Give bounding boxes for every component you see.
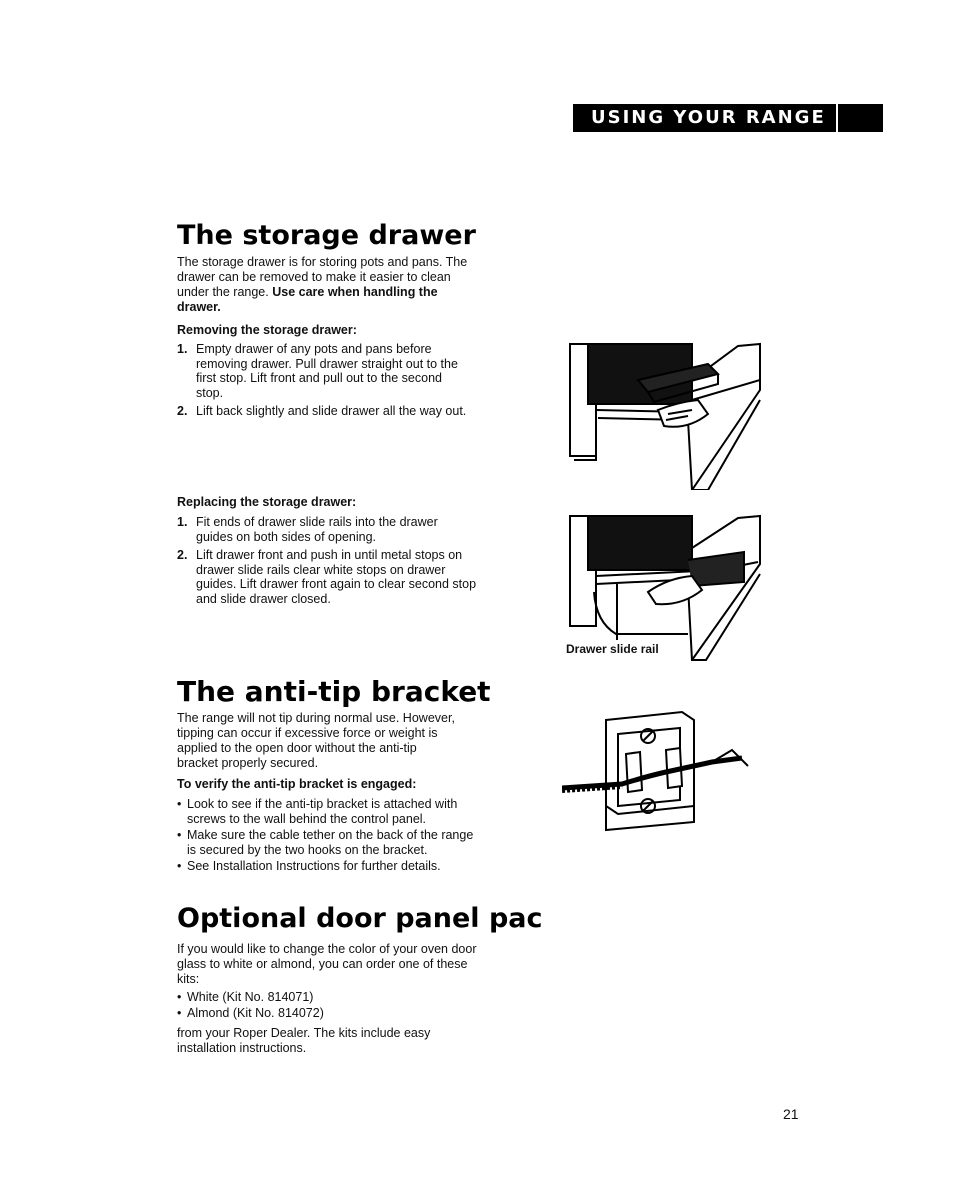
replacing-heading: Replacing the storage drawer:	[177, 495, 357, 509]
removing-step: 1. Empty drawer of any pots and pans before removing drawer. Pull drawer straight out to the first stop. Lift front and pull out to the second stop.	[177, 342, 458, 400]
verify-bullet: • See Installation Instructions for further details.	[177, 859, 477, 874]
anti-tip-title: The anti-tip bracket	[177, 675, 491, 708]
removing-heading: Removing the storage drawer:	[177, 323, 357, 337]
kit-item: • Almond (Kit No. 814072)	[177, 1006, 477, 1021]
replacing-step: 2. Lift drawer front and push in until metal stops on drawer slide rails clear white stops on drawer guides. Lift drawer front again to clear second stop and slide drawer closed.	[177, 548, 477, 606]
removing-step: 2. Lift back slightly and slide drawer all the way out.	[177, 404, 467, 418]
kit-item: • White (Kit No. 814071)	[177, 990, 477, 1005]
section-banner	[573, 104, 883, 132]
verify-bullet: • Make sure the cable tether on the back of the range is secured by the two hooks on the bracket.	[177, 828, 477, 858]
verify-bullet: • Look to see if the anti-tip bracket is attached with screws to the wall behind the control panel.	[177, 797, 477, 827]
verify-bullets	[177, 797, 477, 875]
banner-divider	[836, 104, 838, 132]
replacing-steps	[177, 515, 477, 610]
drawer-removal-illustration	[568, 340, 764, 490]
removing-steps	[177, 342, 467, 423]
storage-intro-text: The storage drawer is for storing pots and pans. The drawer can be removed to make it easier to clean under the range.	[177, 255, 468, 299]
optional-door-panel-title: Optional door panel pac	[177, 903, 543, 934]
optional-intro: If you would like to change the color of your oven door glass to white or almond, you can order one of these kits:	[177, 942, 477, 986]
anti-tip-bracket-illustration	[562, 710, 758, 834]
drawer-slide-rail-caption: Drawer slide rail	[566, 642, 659, 656]
section-label: USING YOUR RANGE	[591, 107, 826, 128]
verify-heading: To verify the anti-tip bracket is engaged:	[177, 777, 417, 791]
optional-outro: from your Roper Dealer. The kits include easy installation instructions.	[177, 1026, 431, 1055]
storage-intro-warning: Use care when handling the drawer.	[177, 285, 438, 314]
anti-tip-intro: The range will not tip during normal use. However, tipping can occur if excessive force or weight is applied to the open door without the anti-tip bracket properly secured.	[177, 711, 455, 770]
replacing-step: 1. Fit ends of drawer slide rails into the drawer guides on both sides of opening.	[177, 515, 438, 544]
kit-list	[177, 990, 477, 1022]
drawer-replace-illustration	[568, 512, 764, 662]
page-number: 21	[783, 1106, 799, 1122]
storage-intro	[177, 255, 477, 315]
storage-drawer-title: The storage drawer	[177, 220, 476, 251]
